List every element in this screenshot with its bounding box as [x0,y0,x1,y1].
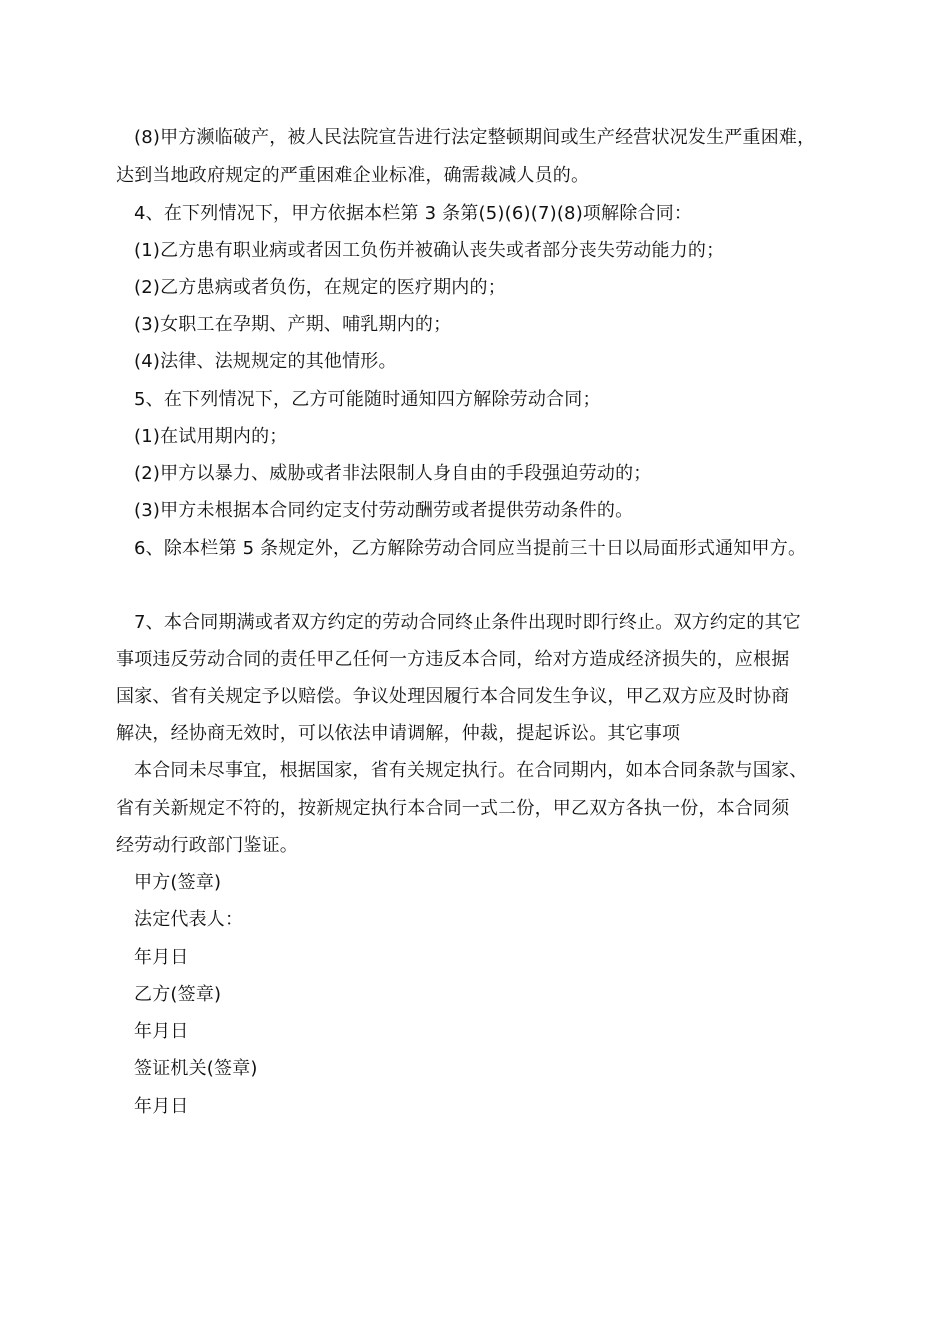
list-item: (4)法律、法规规定的其他情形。 [134,351,397,372]
date-label: 年月日 [134,1096,189,1117]
paragraph-line: (8)甲方濒临破产，被人民法院宣告进行法定整顿期间或生产经营状况发生严重困难， [134,127,816,148]
paragraph-line: 本合同未尽事宜，根据国家，省有关规定执行。在合同期内，如本合同条款与国家、 [134,760,808,781]
date-label: 年月日 [134,947,189,968]
paragraph-line: 省有关新规定不符的，按新规定执行本合同一式二份，甲乙双方各执一份，本合同须 [116,798,790,819]
certifying-authority-signature-label: 签证机关(签章) [134,1058,258,1079]
paragraph-line: 国家、省有关规定予以赔偿。争议处理因履行本合同发生争议，甲乙双方应及时协商 [116,686,790,707]
clause-6-text: 6、除本栏第 5 条规定外，乙方解除劳动合同应当提前三十日以局面形式通知甲方。 [134,538,807,559]
paragraph-line: 达到当地政府规定的严重困难企业标准，确需裁减人员的。 [116,165,590,186]
list-item: (3)女职工在孕期、产期、哺乳期内的； [134,314,452,335]
paragraph-line: 解决，经协商无效时，可以依法申请调解，仲裁，提起诉讼。其它事项 [116,723,681,744]
clause-7-text: 7、本合同期满或者双方约定的劳动合同终止条件出现时即行终止。双方约定的其它 [134,612,801,633]
list-item: (1)乙方患有职业病或者因工负伤并被确认丧失或者部分丧失劳动能力的； [134,240,725,261]
legal-representative-label: 法定代表人： [134,909,244,930]
party-b-signature-label: 乙方(签章) [134,984,222,1005]
paragraph-line: 事项违反劳动合同的责任甲乙任何一方违反本合同，给对方造成经济损失的，应根据 [116,649,790,670]
paragraph-line: 经劳动行政部门鉴证。 [116,835,298,856]
date-label: 年月日 [134,1021,189,1042]
clause-4-heading: 4、在下列情况下，甲方依据本栏第 3 条第(5)(6)(7)(8)项解除合同： [134,203,693,224]
clause-5-heading: 5、在下列情况下，乙方可能随时通知四方解除劳动合同； [134,389,601,410]
list-item: (2)乙方患病或者负伤，在规定的医疗期内的； [134,277,506,298]
party-a-signature-label: 甲方(签章) [134,872,222,893]
list-item: (1)在试用期内的； [134,426,288,447]
list-item: (3)甲方未根据本合同约定支付劳动酬劳或者提供劳动条件的。 [134,500,634,521]
list-item: (2)甲方以暴力、威胁或者非法限制人身自由的手段强迫劳动的； [134,463,652,484]
